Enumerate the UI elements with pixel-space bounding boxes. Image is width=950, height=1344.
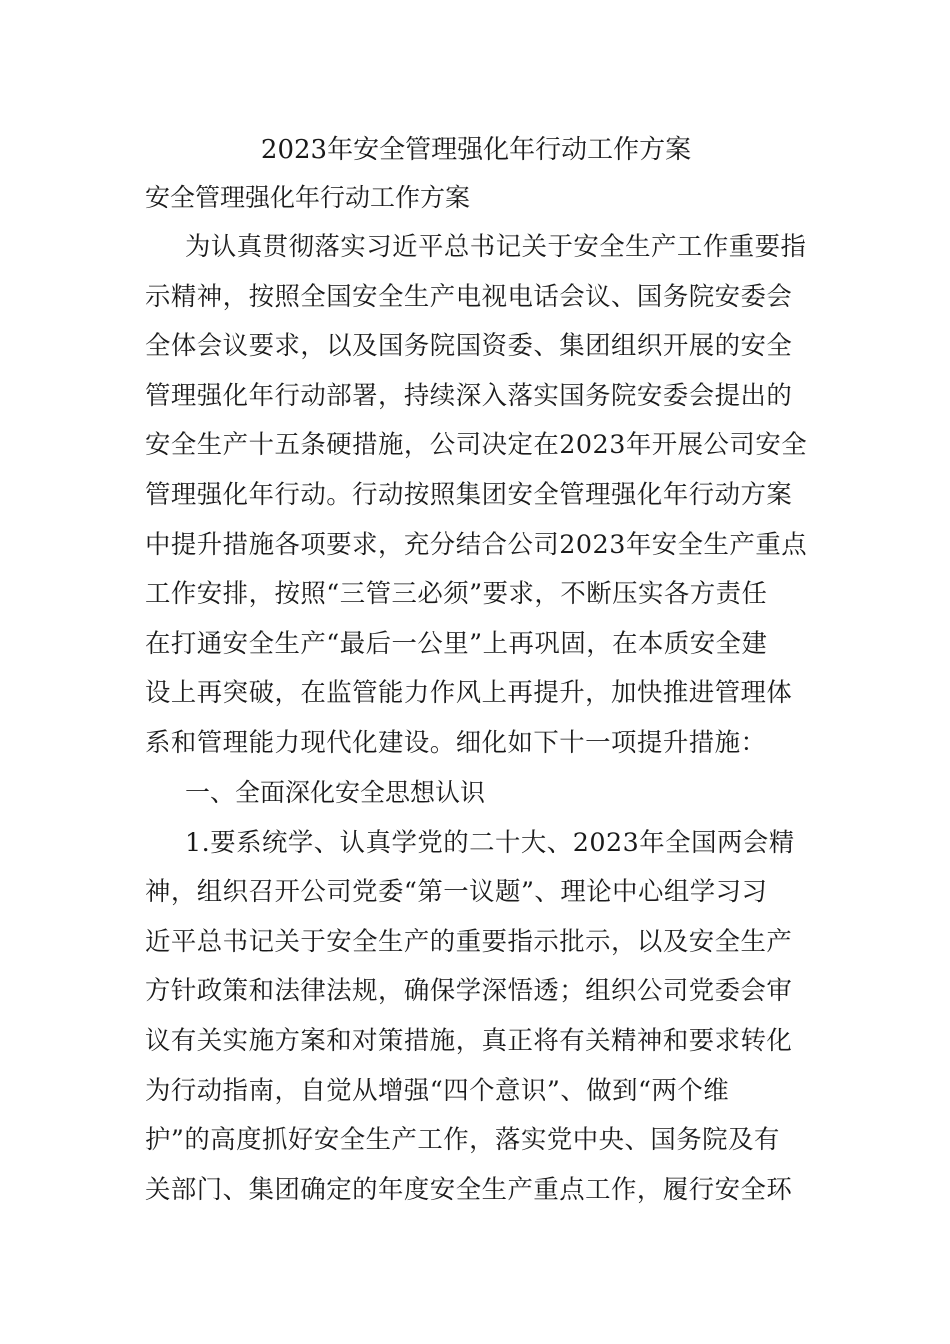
item-line: 近平总书记关于安全生产的重要指示批示，以及安全生产 xyxy=(145,925,793,956)
intro-line: 全体会议要求，以及国务院国资委、集团组织开展的安全 xyxy=(145,330,793,361)
item-line: 神，组织召开公司党委“第一议题”、理论中心组学习习 xyxy=(145,876,768,907)
intro-line: 中提升措施各项要求，充分结合公司2023年安全生产重点 xyxy=(145,528,808,559)
intro-line: 管理强化年行动。行动按照集团安全管理强化年行动方案 xyxy=(145,478,793,509)
item-paragraph xyxy=(145,818,807,1215)
intro-line: 系和管理能力现代化建设。细化如下十一项提升措施： xyxy=(145,726,767,757)
item-line: 关部门、集团确定的年度安全生产重点工作，履行安全环 xyxy=(145,1173,793,1204)
intro-paragraph xyxy=(145,222,807,768)
item-line: 护”的高度抓好安全生产工作，落实党中央、国务院及有 xyxy=(145,1124,780,1155)
intro-line: 在打通安全生产“最后一公里”上再巩固，在本质安全建 xyxy=(145,627,768,658)
intro-line: 管理强化年行动部署，持续深入落实国务院安委会提出的 xyxy=(145,379,793,410)
intro-line: 工作安排，按照“三管三必须”要求，不断压实各方责任 xyxy=(145,578,768,609)
document-page xyxy=(145,126,807,1214)
item-line: 1.要系统学、认真学党的二十大、2023年全国两会精 xyxy=(185,826,795,857)
intro-line: 为认真贯彻落实习近平总书记关于安全生产工作重要指 xyxy=(185,231,807,261)
document-title: 2023年安全管理强化年行动工作方案 xyxy=(260,135,692,165)
item-line: 议有关实施方案和对策措施，真正将有关精神和要求转化 xyxy=(145,1024,793,1055)
item-line: 为行动指南，自觉从增强“四个意识”、做到“两个维 xyxy=(145,1074,730,1105)
item-line: 方针政策和法律法规，确保学深悟透；组织公司党委会审 xyxy=(145,975,793,1006)
intro-line: 设上再突破，在监管能力作风上再提升，加快推进管理体 xyxy=(145,677,793,708)
intro-line: 示精神，按照全国安全生产电视电话会议、国务院安委会 xyxy=(145,280,793,311)
intro-line: 安全生产十五条硬措施，公司决定在2023年开展公司安全 xyxy=(145,429,808,460)
section-heading: 一、全面深化安全思想认识 xyxy=(185,777,486,807)
document-subtitle: 安全管理强化年行动工作方案 xyxy=(145,183,471,212)
